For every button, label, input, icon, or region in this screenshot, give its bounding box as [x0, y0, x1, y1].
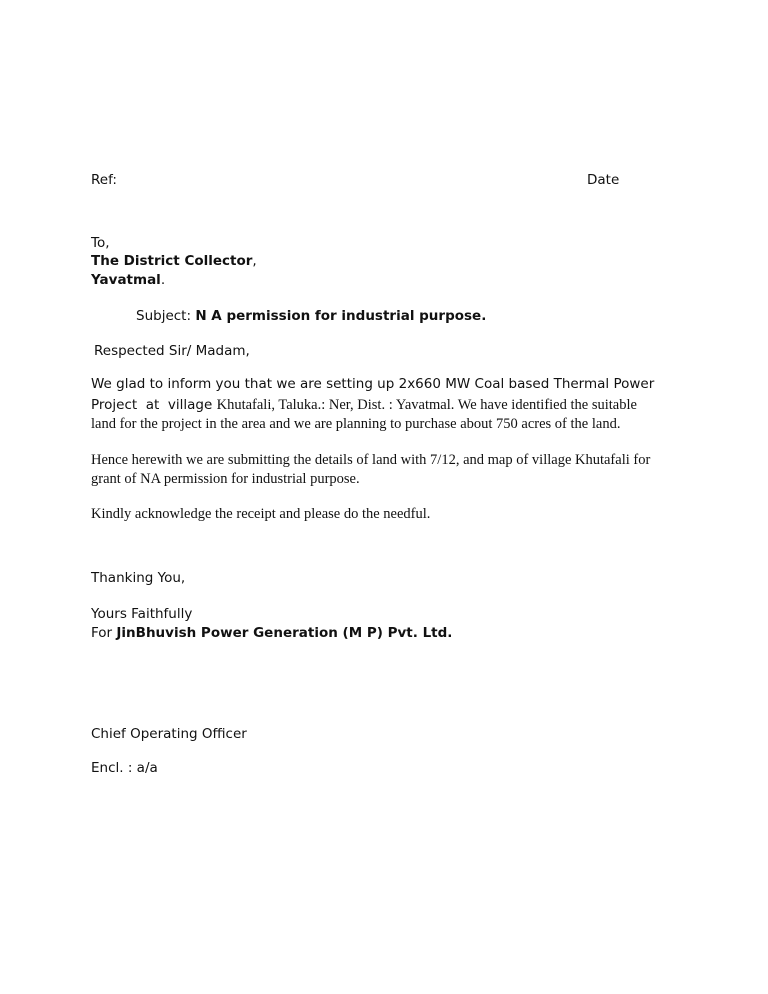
enclosure-note: Encl. : a/a — [91, 760, 158, 776]
subject-label: Subject: — [136, 308, 196, 324]
body-p1-line1: We glad to inform you that we are setting up 2x660 MW Coal based Thermal Power — [91, 376, 655, 392]
addressee-place-text: Yavatmal — [91, 272, 161, 288]
company-name: JinBhuvish Power Generation (M P) Pvt. Ltd. — [116, 625, 453, 641]
addressee-to: To, — [91, 235, 110, 251]
addressee-place-suffix: . — [160, 272, 166, 288]
subject-text: N A permission for industrial purpose. — [195, 308, 487, 324]
closing-thanks: Thanking You, — [91, 570, 186, 586]
body-p1-line3: land for the project in the area and we are planning to purchase about 750 acres of the land. — [91, 416, 621, 432]
addressee-name-suffix: , — [252, 253, 257, 269]
body-p2-line1: Hence herewith we are submitting the details of land with 7/12, and map of village Khutafali for — [91, 452, 651, 468]
ref-label: Ref: — [91, 172, 117, 188]
closing-for-label: For — [91, 625, 117, 641]
closing-company-line — [91, 624, 452, 643]
addressee-name-text: The District Collector — [91, 253, 253, 269]
body-p1-line2-serif: Khutafali, Taluka.: Ner, Dist. : Yavatmal. We have identified the suitable — [216, 397, 637, 413]
body-p1-line2-sans: Project at village — [91, 397, 217, 413]
signatory-title: Chief Operating Officer — [91, 726, 247, 742]
body-p1-line2 — [91, 395, 637, 415]
body-p2-line2: grant of NA permission for industrial purpose. — [91, 471, 360, 487]
body-p3: Kindly acknowledge the receipt and please do the needful. — [91, 506, 431, 522]
addressee-place — [91, 271, 165, 290]
date-label: Date — [587, 172, 620, 188]
salutation: Respected Sir/ Madam, — [94, 343, 250, 359]
addressee-name — [91, 252, 257, 271]
subject-line — [136, 307, 486, 326]
closing-yours: Yours Faithfully — [91, 606, 193, 622]
